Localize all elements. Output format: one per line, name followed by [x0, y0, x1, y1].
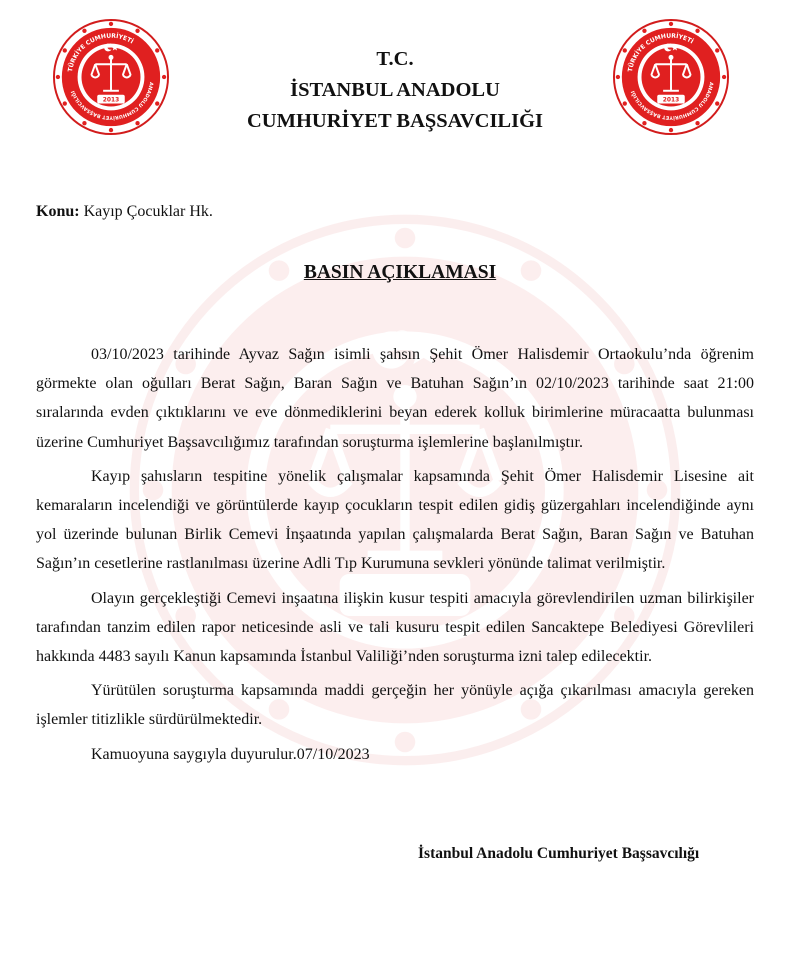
signature-block: İstanbul Anadolu Cumhuriyet Başsavcılığı — [418, 845, 700, 862]
subject-value: Kayıp Çocuklar Hk. — [83, 203, 213, 220]
paragraph-2: Kayıp şahısların tespitine yönelik çalışmalar kapsamında Şehit Ömer Halisdemir Lisesine ait kemaraların incelendiği ve görüntülerde kayıp çocukların tespit edilen gidiş güzergahları incelendiğinde aynı yol üzerinde bulunan Birlik Cemevi İnşaatında yapılan çalışmalarda Berat Sağın, Baran Sağın ve Batuhan Sağın’ın cesetlerine rastlanılması üzerine Adli Tıp Kurumuna sevkleri yönünde talimat verilmiştir. — [36, 467, 754, 573]
subject-line — [36, 203, 213, 221]
paragraph-4: Yürütülen soruşturma kapsamında maddi gerçeğin her yönüyle açığa çıkarılması amacıyla gereken işlemler titizlikle sürdürülmektedir. — [36, 682, 754, 729]
document-header — [180, 44, 610, 137]
header-office: CUMHURİYET BAŞSAVCILIĞI — [247, 110, 543, 132]
seal-left-side-text: ANADOLU CUMHURİYET BAŞSAVCILIĞI — [70, 81, 155, 121]
paragraph-3: Olayın gerçekleştiği Cemevi inşaatına ilişkin kusur tespiti amacıyla görevlendirilen uzman bilirkişiler tarafından tanzim edilen rapor neticesinde asli ve tali kusuru tespit edilen Sancaktepe Belediyesi Görevlileri hakkında 4483 sayılı Kanun kapsamında İstanbul Valiliği’nden soruşturma izni talep edilecektir. — [36, 589, 754, 666]
page-title: BASIN AÇIKLAMASI — [303, 262, 497, 283]
closing-line: Kamuoyuna saygıyla duyurulur.07/10/2023 — [91, 745, 370, 763]
court-seal-right-icon — [612, 18, 730, 136]
seal-right-year: 2013 — [662, 97, 680, 104]
document-body — [36, 340, 754, 774]
subject-label: Konu: — [36, 203, 80, 220]
header-tc: T.C. — [376, 48, 414, 70]
paragraph-1: 03/10/2023 tarihinde Ayvaz Sağın isimli şahsın Şehit Ömer Halisdemir Ortaokulu’nda öğrenim görmekte olan oğulları Berat Sağın, Baran Sağın ve Batuhan Sağın’ın 02/10/2023 tarihinde saat 21:00 sıralarında evden çıktıklarını ve eve dönmediklerini beyan ederek kolluk birimlerine müracaatta bulunması üzerine Cumhuriyet Başsavcılığımız tarafından soruşturma işlemlerine başlanılmıştır. — [36, 346, 754, 451]
seal-left-year: 2013 — [102, 97, 120, 104]
court-seal-left-icon — [52, 18, 170, 136]
seal-left-ring-text: TÜRKİYE CUMHURİYETİ — [67, 32, 135, 73]
header-city: İSTANBUL ANADOLU — [290, 79, 500, 101]
seal-right-side-text: ANADOLU CUMHURİYET BAŞSAVCILIĞI — [630, 81, 715, 121]
seal-right-ring-text: TÜRKİYE CUMHURİYETİ — [627, 32, 695, 73]
